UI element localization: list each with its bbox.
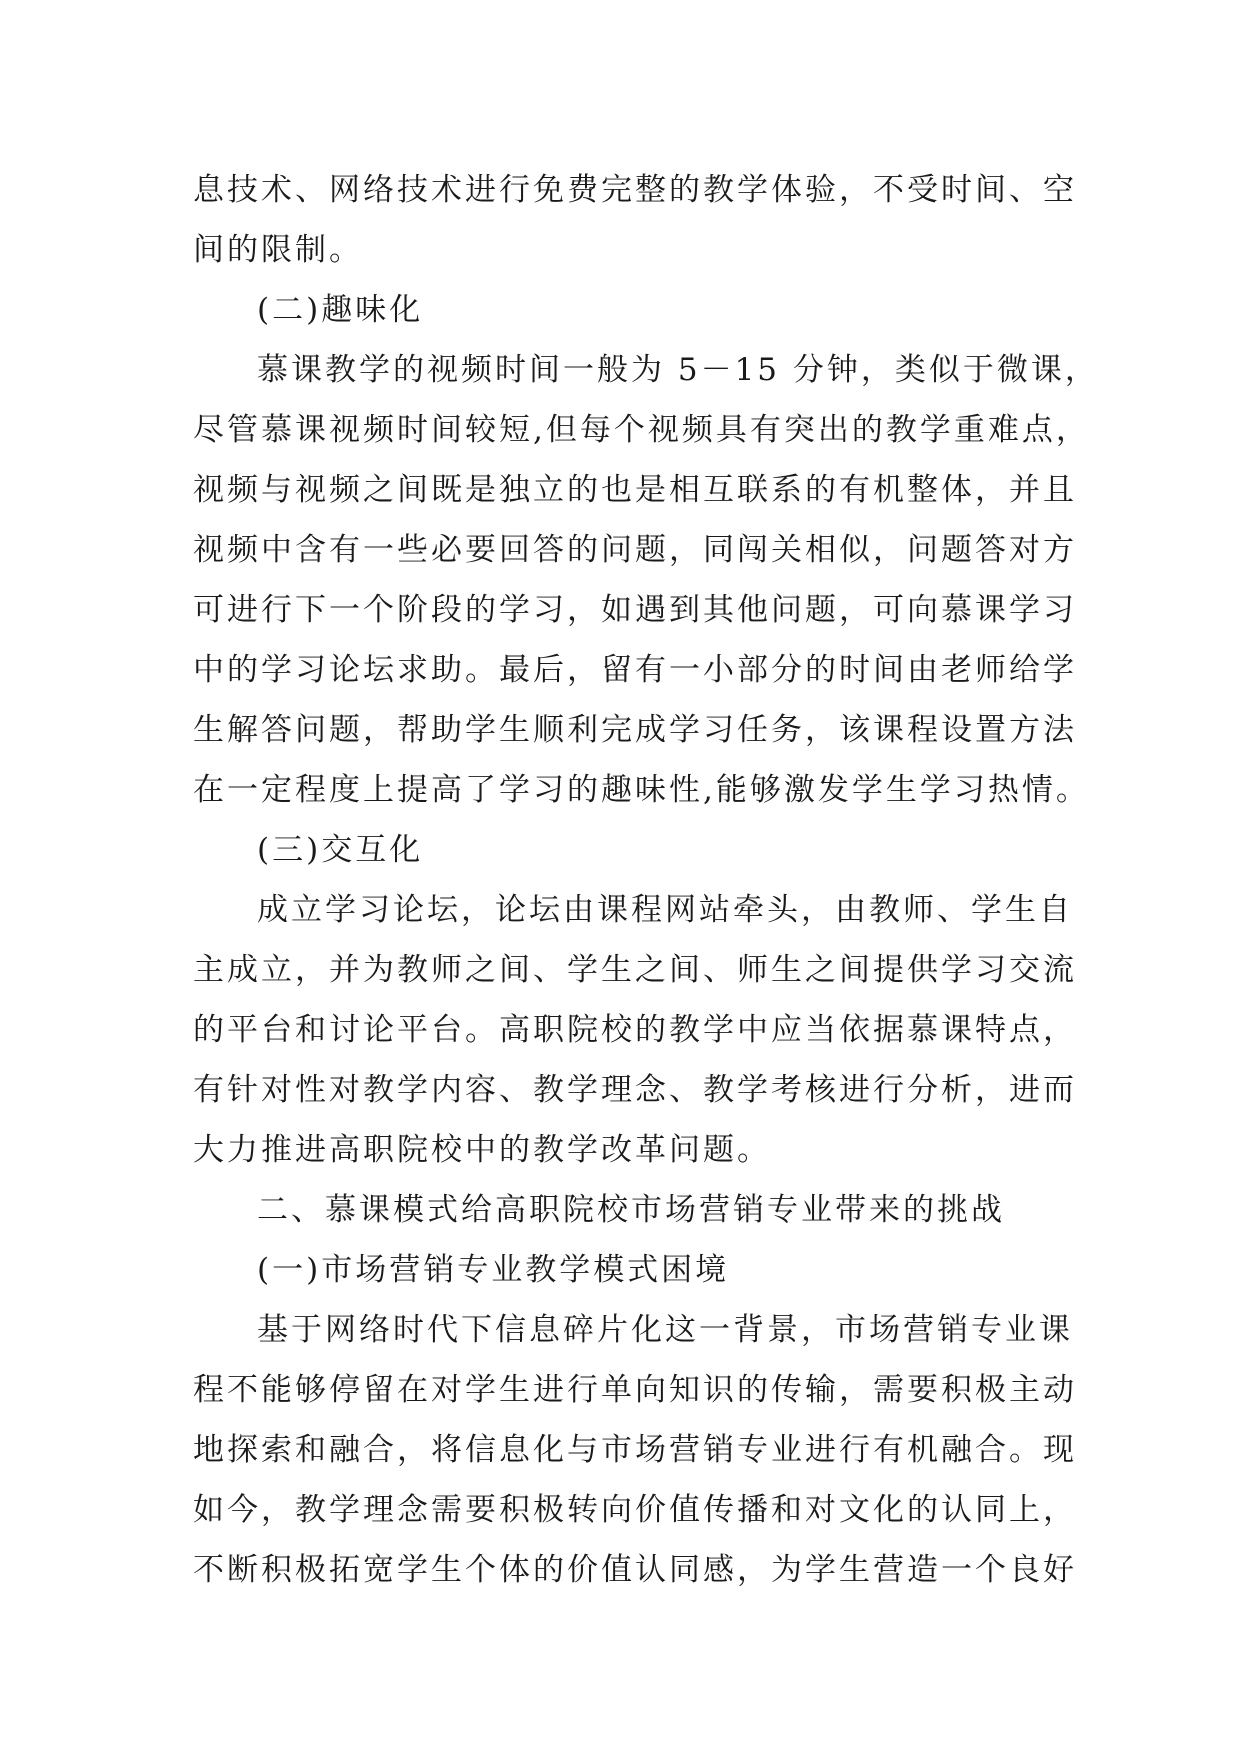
text-line: 间的限制。: [193, 232, 363, 268]
text-line: 程不能够停留在对学生进行单向知识的传输，需要积极主动: [193, 1372, 1077, 1408]
text-line: 二、慕课模式给高职院校市场营销专业带来的挑战: [257, 1192, 1005, 1228]
text-line: (二)趣味化: [257, 292, 424, 328]
text-line: 有针对性对教学内容、教学理念、教学考核进行分析，进而: [193, 1072, 1077, 1108]
text-line: (一)市场营销专业教学模式困境: [257, 1252, 730, 1288]
text-line: 慕课教学的视频时间一般为 5－15 分钟，类似于微课，: [257, 352, 1099, 388]
text-line: 在一定程度上提高了学习的趣味性,能够激发学生学习热情。: [193, 772, 1090, 808]
text-line: 生解答问题，帮助学生顺利完成学习任务，该课程设置方法: [193, 712, 1077, 748]
text-line: 地探索和融合，将信息化与市场营销专业进行有机融合。现: [193, 1432, 1077, 1468]
text-line: 中的学习论坛求助。最后，留有一小部分的时间由老师给学: [193, 652, 1077, 688]
text-line: 如今，教学理念需要积极转向价值传播和对文化的认同上，: [193, 1492, 1077, 1528]
text-line: 视频中含有一些必要回答的问题，同闯关相似，问题答对方: [193, 532, 1077, 568]
text-line: 成立学习论坛，论坛由课程网站牵头，由教师、学生自: [257, 892, 1073, 928]
text-line: 不断积极拓宽学生个体的价值认同感，为学生营造一个良好: [193, 1552, 1077, 1588]
text-line: 主成立，并为教师之间、学生之间、师生之间提供学习交流: [193, 952, 1077, 988]
text-line: 基于网络时代下信息碎片化这一背景，市场营销专业课: [257, 1312, 1073, 1348]
text-line: 视频与视频之间既是独立的也是相互联系的有机整体，并且: [193, 472, 1077, 508]
text-line: 可进行下一个阶段的学习，如遇到其他问题，可向慕课学习: [193, 592, 1077, 628]
text-line: 尽管慕课视频时间较短,但每个视频具有突出的教学重难点，: [193, 412, 1090, 448]
text-line: 的平台和讨论平台。高职院校的教学中应当依据慕课特点，: [193, 1012, 1077, 1048]
text-line: (三)交互化: [257, 832, 424, 868]
body-text: [193, 160, 1099, 1600]
text-line: 息技术、网络技术进行免费完整的教学体验，不受时间、空: [193, 172, 1077, 208]
text-line: 大力推进高职院校中的教学改革问题。: [193, 1132, 771, 1168]
